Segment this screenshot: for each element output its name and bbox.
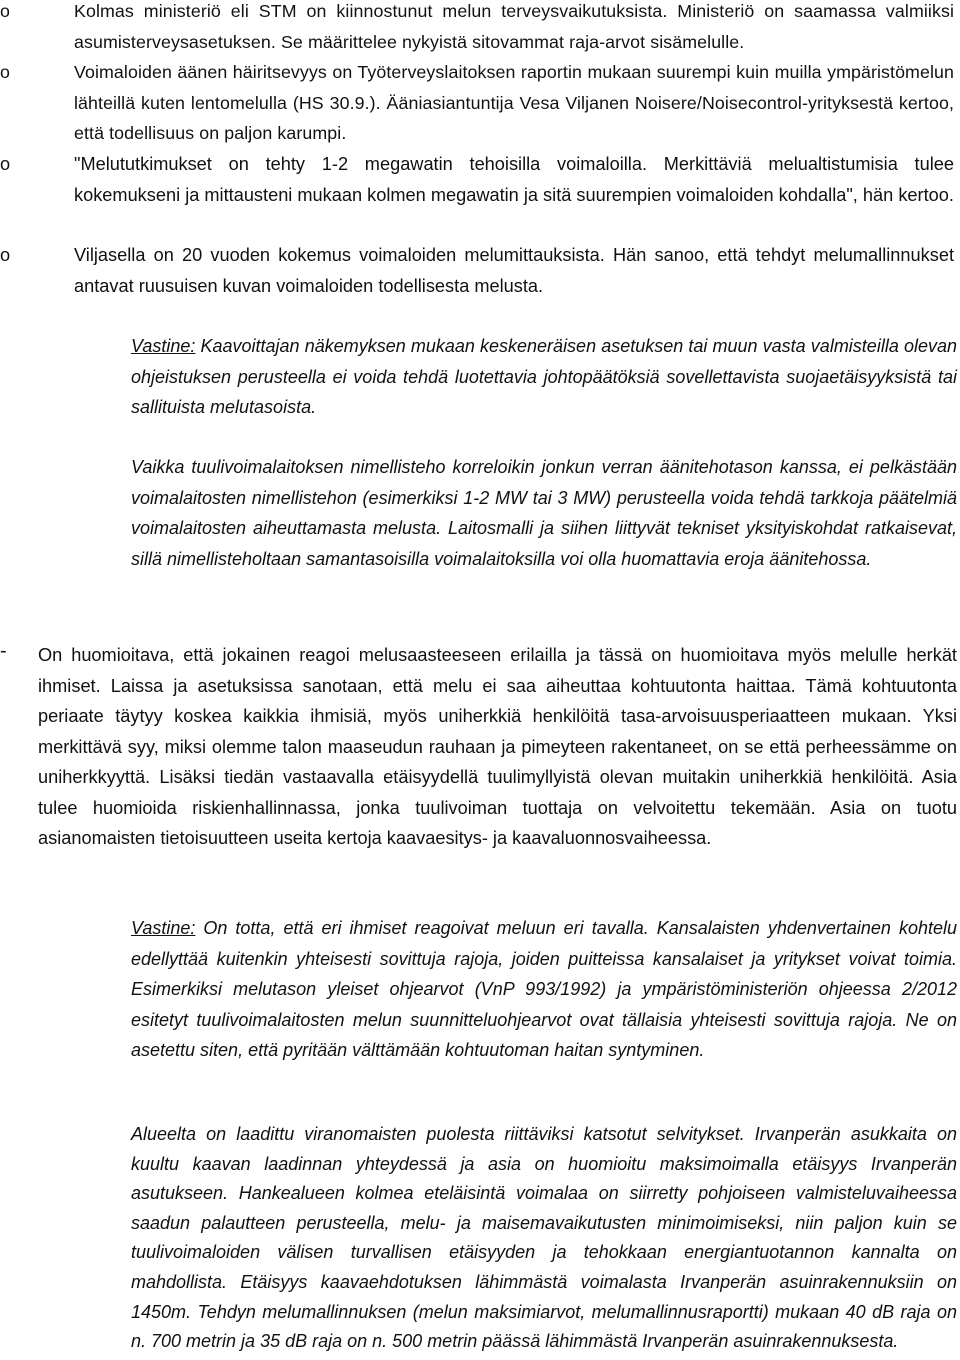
list-item-text: Viljasella on 20 vuoden kokemus voimaloiden melumittauksista. Hän sanoo, että tehdyt melumallinnukset antavat ruusuisen kuvan voimaloiden todellisesta melusta. [74,245,954,296]
list-item-text: Voimaloiden äänen häiritsevyys on Työterveyslaitoksen raportin mukaan suurempi kuin muilla ympäristömelun lähteillä kuten lentomelulla (HS 30.9.). Ääniasiantuntija Vesa Viljanen Noisere/Noisecontrol-yrityksestä kertoo, että todellisuus on paljon karumpi. [74,62,954,143]
response-text: Vaikka tuulivoimalaitoksen nimellisteho korreloikin jonkun verran äänitehotason kanssa, ei pelkästään voimalaitosten nimellistehon (esimerkiksi 1-2 MW tai 3 MW) perusteella voida tehdä tarkkoja päätelmiä voimalaitosten aiheuttamasta melusta. Laitosmalli ja siihen liittyvät tekniset yksityiskohdat ratkaisevat, sillä nimellisteholtaan samantasoisilla voimalaitoksilla voi olla huomattavia eroja äänitehossa. [131,457,957,569]
response-text: Alueelta on laadittu viranomaisten puolesta riittäviksi katsotut selvitykset. Irvanperän asukkaita on kuultu kaavan laadinnan yhteydessä ja asia on huomioitu maksimoimalla etäisyys Irvanperän asutukseen. Hankealueen kolmea eteläisintä voimalaa on siirretty pohjoiseen valmisteluvaiheessa saadun palautteen perusteella, melu- ja maisemavaikutusten minimoimiseksi, niin paljon kuin se tuulivoimaloiden välisen turvallisen etäisyyden ja tehokkaan energiantuotannon kannalta on mahdollista. Etäisyys kaavaehdotuksen lähimmästä voimalasta Irvanperän asuinrakennuksiin on 1450m. Tehdyn melumallinnuksen (melun maksimiarvot, melumallinnusraportti) mukaan 40 dB raja on n. 700 metrin ja 35 dB raja on n. 500 metrin päässä lähimmästä Irvanperän asuinrakennuksesta. [131,1124,957,1352]
bullet-marker: o [0,154,11,174]
response-paragraph [131,913,957,1066]
list-item [0,57,960,149]
list-item [0,149,960,210]
dash-item-text: On huomioitava, että jokainen reagoi melusaasteeseen erilailla ja tässä on huomioitava myös melulle herkät ihmiset. Laissa ja asetuksissa sanotaan, että melu ei saa aiheuttaa kohtuutonta haittaa. Tämä kohtuutonta periaate täytyy koskea kaikkia ihmisiä, myös uniherkkiä henkilöitä tasa-arvoisuusperiaatteen mukaan. Yksi merkittävä syy, miksi olemme talon maaseudun rauhaan ja pimeyteen rakentaneet, on se että perheessämme on uniherkkyyttä. Lisäksi tiedän vastaavalla etäisyydellä tuulimyllyistä olevan muitakin uniherkkiä henkilöitä. Asia tulee huomioida riskienhallinnassa, jonka tuulivoiman tuottaja on velvoitettu tekemään. Asia on tuotu asianomaisten tietoisuutteen useita kertoja kaavaesitys- ja kaavaluonnosvaiheessa. [38,645,957,848]
bullet-marker: o [0,245,11,265]
list-item [0,240,960,301]
bullet-marker: o [0,62,10,82]
response-label: Vastine: [131,918,196,938]
list-item [0,0,960,57]
response-text: On totta, että eri ihmiset reagoivat meluun eri tavalla. Kansalaisten yhdenvertainen kohtelu edellyttää kuitenkin yhteisesti sovittuja rajoja, joiden puitteissa kansalaiset ja yritykset voivat toimia. Esimerkiksi melutason yleiset ohjearvot (VnP 993/1992) ja ympäristöministeriön ohjeessa 2/2012 esitetyt tuulivoimalaitosten melun suunnitteluohjearvot ovat tällaisia yhteisesti sovittuja rajoja. Ne on asetettu siten, että pyritään välttämään kohtuutoman haitan syntyminen. [131,918,957,1060]
list-item-text: "Melututkimukset on tehty 1-2 megawatin tehoisilla voimaloilla. Merkittäviä melualtistumisia tulee kokemukseni ja mittausteni mukaan kolmen megawatin ja sitä suurempien voimaloiden kohdalla", hän kertoo. [74,154,954,205]
response-text: Kaavoittajan näkemyksen mukaan keskeneräisen asetuksen tai muun vasta valmisteilla olevan ohjeistuksen perusteella ei voida tehdä luotettavia johtopäätöksiä sovellettavista suojaetäisyyksistä tai sallituista melutasoista. [131,336,957,417]
bullet-marker: o [0,1,10,21]
response-paragraph [131,452,957,574]
response-paragraph [131,331,957,423]
list-item-text: Kolmas ministeriö eli STM on kiinnostunut melun terveysvaikutuksista. Ministeriö on saamassa valmiiksi asumisterveysasetuksen. Se määrittelee nykyistä sitovammat raja-arvot sisämelulle. [74,1,954,52]
response-label: Vastine: [131,336,196,356]
response-paragraph [131,1120,957,1357]
dash-marker: - [0,640,7,662]
